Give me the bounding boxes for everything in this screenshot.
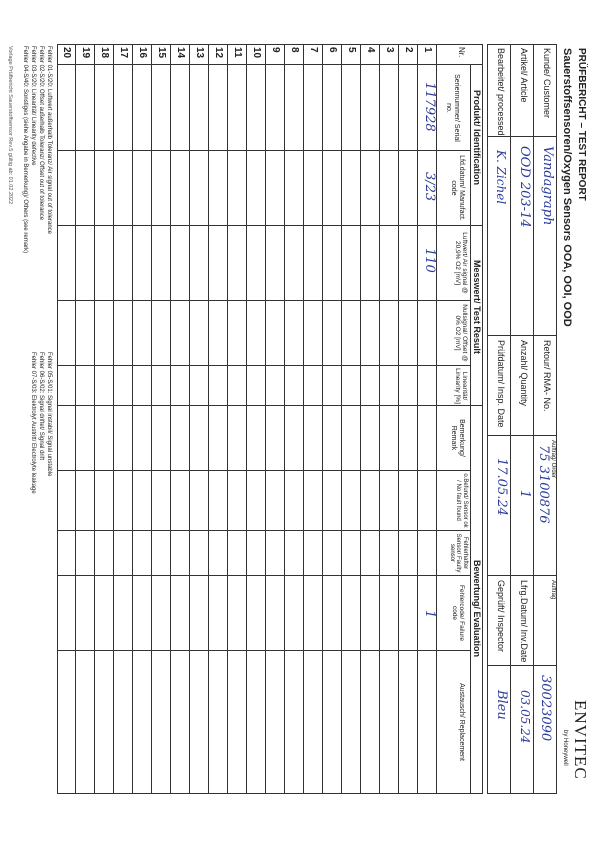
row-number: 10 xyxy=(251,47,262,59)
row-number: 19 xyxy=(80,47,91,59)
row-number: 18 xyxy=(99,47,110,59)
row1-eval-mark: 1 xyxy=(422,610,437,619)
col-no-header: Nr. xyxy=(457,47,466,58)
table-row-divider xyxy=(265,44,266,794)
row-number: 6 xyxy=(327,47,338,53)
eval-fault-code-header: Fehlercode/ Failure code xyxy=(450,585,465,641)
table-row-divider xyxy=(75,44,76,794)
row-number: 14 xyxy=(175,47,186,59)
table-row-divider xyxy=(303,44,304,794)
footer-left-1: Fehler 01-S/20: Luftwert außerhalb Toleranz/ Air signal out of tolerance xyxy=(46,46,52,234)
delivery-label: Lfrg.Datum/ Inv.Date xyxy=(519,580,529,663)
row-number: 11 xyxy=(232,47,243,58)
serial-header: Seriennummer/ Serial no. xyxy=(445,74,460,142)
table-row-divider xyxy=(322,44,323,794)
product-header: Produkt/ Identification xyxy=(472,90,482,186)
rma-tag: Auftrag/ Order xyxy=(550,440,556,479)
row-number: 1 xyxy=(422,47,433,53)
footer-left-2: Fehler 02-S/20: Offset außerhalb Toleranz/ Offset out of tolerance xyxy=(38,46,44,221)
article-label: Artikel/ Article xyxy=(519,48,529,103)
inspector-label: Geprüft/ Inspector xyxy=(496,580,506,653)
inspector-value: Bleu xyxy=(494,690,509,720)
brand-logo: ENVITEC xyxy=(571,700,590,780)
eval-fault-header: Fehlerhafter Sensor/ Faulty sensor xyxy=(448,533,468,573)
footer-right-2: Fehler 06-S/02: Signal driftet/ Signal drift xyxy=(38,352,44,461)
eval-replace-header: Austausch/ Replacement xyxy=(458,683,465,761)
row-number: 13 xyxy=(194,47,205,59)
report-title: PRÜFBERICHT – TEST REPORT xyxy=(576,48,587,201)
measure-header: Messwert/ Test Result xyxy=(472,260,482,354)
table-row-divider xyxy=(360,44,361,794)
row1-serial: 117928 xyxy=(422,82,437,132)
table-row-divider xyxy=(208,44,209,794)
table-row-divider xyxy=(417,44,418,794)
row-number: 7 xyxy=(308,47,319,53)
table-row-divider xyxy=(246,44,247,794)
inspdate-value: 17.05.24 xyxy=(494,458,509,516)
eval-header: Bewertung/ Evaluation xyxy=(472,560,482,658)
quantity-label: Anzahl/ Quantity xyxy=(519,340,529,407)
customer-value: Vandagraph xyxy=(540,146,555,226)
article-value: OOD 203-14 xyxy=(517,146,532,228)
row-number: 3 xyxy=(384,47,395,53)
rma-value: 75 3100876 xyxy=(536,445,551,524)
rma-label: Retour/ RMA- No. xyxy=(542,340,552,412)
footer-left-4: Fehler 04-S/40: Sonstiges (siehe Angabe in Bemerkung)/ Others (see remark) xyxy=(22,46,28,254)
processed-label: Bearbeitet/ processed xyxy=(496,48,506,136)
table-row-divider xyxy=(227,44,228,794)
processed-value: K. Zichel xyxy=(494,150,508,205)
eval-ok-header: o.Befund/ Sensor ok / No fault found xyxy=(455,473,468,528)
row-number: 5 xyxy=(346,47,357,53)
row-number: 12 xyxy=(213,47,224,59)
linearity-header: Linearität/ Linearity [%] xyxy=(453,368,468,404)
row-number: 16 xyxy=(137,47,148,59)
brand-logo-sub: by Honeywell xyxy=(562,730,568,766)
table-row-divider xyxy=(94,44,95,794)
report-subtitle: Sauerstoffsensoren/Oxygen Sensors OOA, OOI, OOD xyxy=(561,48,573,327)
customer-label: Kunde/ Customer xyxy=(542,48,552,119)
footer-right-1: Fehler 05-S/01: Signal instabil/ Signal unstable xyxy=(46,352,52,477)
remark-header: Bemerkung/ Remark xyxy=(450,419,465,457)
footer-left-3: Fehler 03-S/20: Linearität/ Linearity defective xyxy=(30,46,36,166)
air-header: Luftwert/ Air signal @ 20,9% O2 [mV] xyxy=(453,232,468,294)
table-row-divider xyxy=(189,44,190,794)
results-table xyxy=(57,44,483,794)
row-number: 15 xyxy=(156,47,167,59)
row1-air: 110 xyxy=(422,248,437,273)
zero-header: Nullsignal/ Offset @ 0% O2 [mV] xyxy=(453,304,468,362)
table-row-divider xyxy=(132,44,133,794)
table-row-divider xyxy=(284,44,285,794)
quantity-value: 1 xyxy=(517,490,532,499)
order-value: 30023090 xyxy=(538,675,553,742)
row-number: 17 xyxy=(118,47,129,59)
row-number: 20 xyxy=(61,47,72,59)
row-number: 8 xyxy=(289,47,300,53)
footer-right-3: Fehler 07-S/03: Elektrolyt Austritt/ Electrolyte leakage xyxy=(30,352,36,494)
table-row-divider xyxy=(341,44,342,794)
row1-date: 3/23 xyxy=(422,172,437,202)
table-row-divider xyxy=(379,44,380,794)
document-reference: Vorlage Prüfbericht Sauerstoffsensor Rev.5 gültig ab: 01.02.2022 xyxy=(7,46,13,205)
table-row-divider xyxy=(113,44,114,794)
row-number: 4 xyxy=(365,47,376,53)
order-tag: Auftrag xyxy=(550,580,556,600)
table-row-divider xyxy=(151,44,152,794)
table-row-divider xyxy=(398,44,399,794)
table-row-divider xyxy=(170,44,171,794)
inspdate-label: Prüfdatum/ Insp. Date xyxy=(496,340,506,428)
delivery-value: 03.05.24 xyxy=(518,690,532,744)
date-header: Lfd.datum/ Manufact. code xyxy=(450,155,465,221)
row-number: 9 xyxy=(270,47,281,53)
row-number: 2 xyxy=(403,47,414,53)
